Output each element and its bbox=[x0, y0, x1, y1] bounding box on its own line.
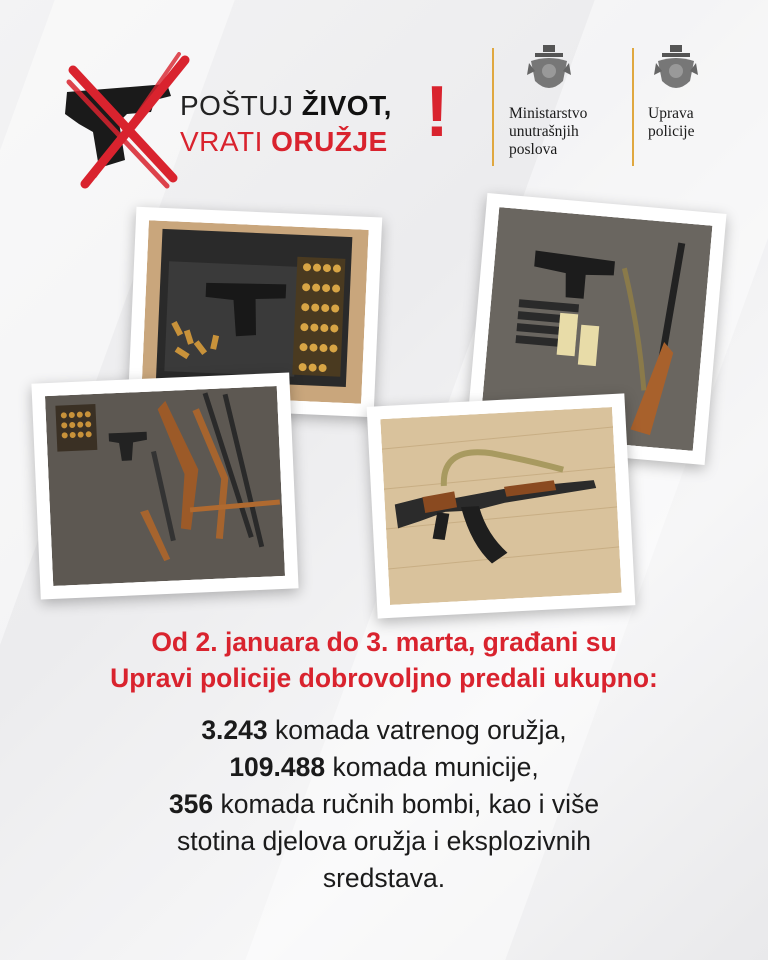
ammo-count: 109.488 bbox=[229, 752, 326, 782]
headline bbox=[0, 624, 768, 696]
police-name-line: Uprava bbox=[648, 105, 694, 122]
campaign-logo bbox=[55, 30, 455, 190]
crossed-pistol-icon bbox=[55, 52, 195, 192]
ministry-name-line: unutrašnjih bbox=[509, 123, 579, 140]
headline-line: Od 2. januara do 3. marta, građani su bbox=[151, 627, 617, 657]
ammo-label: komada municije, bbox=[325, 752, 539, 782]
divider-line bbox=[632, 48, 634, 166]
stats-text bbox=[0, 712, 768, 897]
assault-rifle-photo bbox=[367, 393, 636, 618]
police-logo bbox=[648, 45, 728, 141]
stats-line: stotina djelova oružja i eksplozivnih bbox=[177, 826, 591, 856]
campaign-slogan bbox=[180, 88, 392, 160]
coat-of-arms-icon bbox=[654, 45, 698, 99]
divider-line bbox=[492, 48, 494, 166]
firearms-count: 3.243 bbox=[201, 715, 268, 745]
slogan-word: ORUŽJE bbox=[271, 126, 388, 157]
police-name-line: policije bbox=[648, 123, 695, 140]
slogan-word: POŠTUJ bbox=[180, 90, 302, 121]
grenades-count: 356 bbox=[168, 789, 214, 819]
ministry-name-line: Ministarstvo bbox=[509, 105, 588, 122]
slogan-word: ŽIVOT, bbox=[301, 90, 392, 121]
ministry-name-line: poslova bbox=[509, 141, 558, 158]
grenades-label: komada ručnih bombi, kao i više bbox=[213, 789, 600, 819]
firearms-label: komada vatrenog oružja, bbox=[267, 715, 567, 745]
exclamation-mark: ! bbox=[425, 72, 449, 152]
stats-line: sredstava. bbox=[322, 863, 446, 893]
headline-line: Upravi policije dobrovoljno predali ukupno: bbox=[110, 663, 658, 693]
coat-of-arms-icon bbox=[527, 45, 571, 99]
ministry-logo bbox=[509, 45, 619, 159]
rifles-collection-photo bbox=[31, 372, 298, 599]
slogan-word: VRATI bbox=[180, 126, 272, 157]
